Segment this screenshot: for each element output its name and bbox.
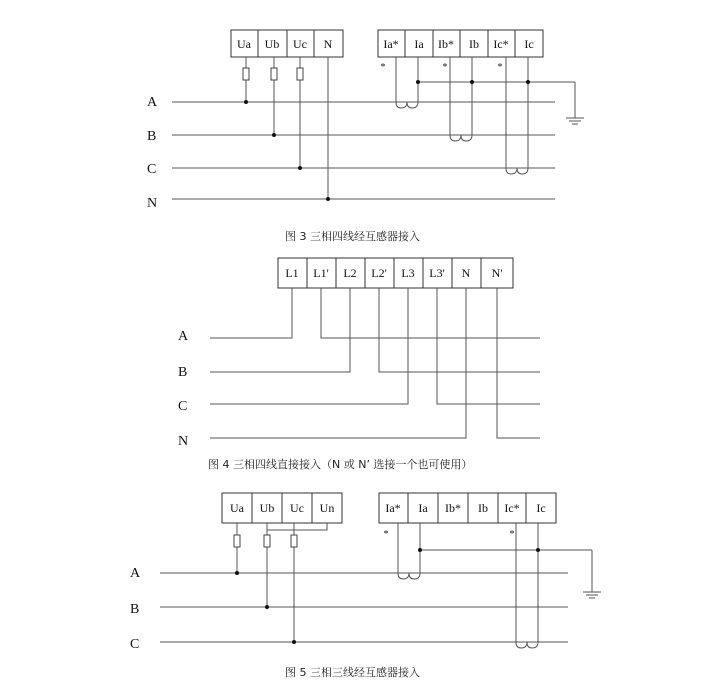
fig4-phase-label-a: A: [178, 329, 189, 344]
fig3-polarity-mark-b: *: [442, 62, 448, 73]
fig4-terminal-block: [278, 258, 513, 288]
fig5-voltage-terminal-block: [222, 493, 342, 523]
fig3-terminal-label-ic-star: Ic*: [493, 37, 509, 51]
fig5-terminal-label-ic-star: Ic*: [504, 501, 520, 515]
fig5-terminal-label-ia-star: Ia*: [385, 501, 401, 515]
figure-5: [130, 493, 601, 679]
fig4-terminal-label-n-prime: N': [491, 266, 503, 280]
fig3-caption: 图 3 三相四线经互感器接入: [285, 230, 420, 243]
fig4-terminal-label-n: N: [461, 266, 471, 280]
fig3-terminal-label-ia: Ia: [414, 37, 424, 51]
fig3-fuse-b: [271, 68, 277, 80]
fig3-phase-label-a: A: [147, 95, 158, 110]
fig5-fuse-a: [234, 535, 240, 547]
fig3-ct-coil-a: [396, 57, 418, 108]
fig4-phase-label-n: N: [178, 434, 189, 449]
fig3-phase-label-n: N: [147, 196, 158, 211]
fig5-current-transformer-wiring: [398, 523, 601, 648]
fig5-terminal-label-ib-star: Ib*: [445, 501, 461, 515]
fig4-phase-label-b: B: [178, 365, 188, 380]
fig4-terminal-label-l1-prime: L1': [313, 266, 329, 280]
fig3-phase-label-c: C: [147, 162, 157, 177]
fig5-fuse-b: [264, 535, 270, 547]
fig4-caption: 图 4 三相四线直接接入（N 或 N’ 选接一个也可使用）: [208, 458, 473, 471]
fig3-phase-label-b: B: [147, 129, 157, 144]
fig3-polarity-mark-a: *: [380, 62, 386, 73]
fig5-terminal-label-ic: Ic: [536, 501, 546, 515]
fig3-terminal-label-ib-star: Ib*: [438, 37, 454, 51]
fig3-voltage-terminal-block: [231, 30, 343, 57]
fig5-terminal-label-ia: Ia: [418, 501, 428, 515]
fig4-terminal-label-l3-prime: L3': [429, 266, 445, 280]
fig5-terminal-label-ub: Ub: [259, 501, 275, 515]
fig4-phase-label-c: C: [178, 399, 188, 414]
fig3-terminal-label-ia-star: Ia*: [383, 37, 399, 51]
fig3-current-transformer-wiring: [396, 57, 584, 174]
fig3-voltage-wires: [243, 57, 330, 201]
fig5-terminal-label-uc: Uc: [290, 501, 304, 515]
fig4-direct-wiring: [210, 288, 540, 438]
fig5-fuse-c: [291, 535, 297, 547]
fig3-ct-coil-b: [450, 57, 472, 141]
fig5-terminal-label-un: Un: [319, 501, 335, 515]
fig5-phase-label-c: C: [130, 637, 140, 652]
fig5-phase-label-a: A: [130, 566, 141, 581]
figure-3: [147, 30, 584, 243]
fig3-current-terminal-block: [378, 30, 543, 57]
fig4-terminal-label-l2: L2: [343, 266, 357, 280]
fig3-ground-icon: [566, 118, 584, 124]
fig3-terminal-label-uc: Uc: [293, 37, 307, 51]
fig5-polarity-mark-c: *: [509, 529, 515, 540]
fig5-polarity-mark-a: *: [383, 529, 389, 540]
fig3-terminal-label-ua: Ua: [237, 37, 251, 51]
fig3-polarity-mark-c: *: [497, 62, 503, 73]
fig3-terminal-label-ic: Ic: [524, 37, 534, 51]
fig4-terminal-label-l2-prime: L2': [371, 266, 387, 280]
fig5-terminal-label-ib: Ib: [478, 501, 488, 515]
fig3-terminal-label-ib: Ib: [469, 37, 479, 51]
fig5-phase-label-b: B: [130, 602, 140, 617]
fig4-terminal-label-l3: L3: [401, 266, 415, 280]
fig5-ct-coil-a: [398, 523, 420, 579]
fig5-voltage-wires: [234, 523, 327, 644]
fig3-fuse-c: [297, 68, 303, 80]
fig3-terminal-label-ub: Ub: [264, 37, 280, 51]
fig3-ct-coil-c: [506, 57, 528, 174]
fig5-ct-coil-c: [516, 523, 538, 648]
fig3-terminal-label-n: N: [323, 37, 333, 51]
fig5-current-terminal-block: [379, 493, 556, 523]
fig5-ground-icon: [583, 592, 601, 598]
figure-4: [178, 258, 540, 471]
fig3-fuse-a: [243, 68, 249, 80]
fig5-caption: 图 5 三相三线经互感器接入: [285, 666, 420, 679]
fig5-terminal-label-ua: Ua: [230, 501, 244, 515]
fig4-terminal-label-l1: L1: [285, 266, 299, 280]
